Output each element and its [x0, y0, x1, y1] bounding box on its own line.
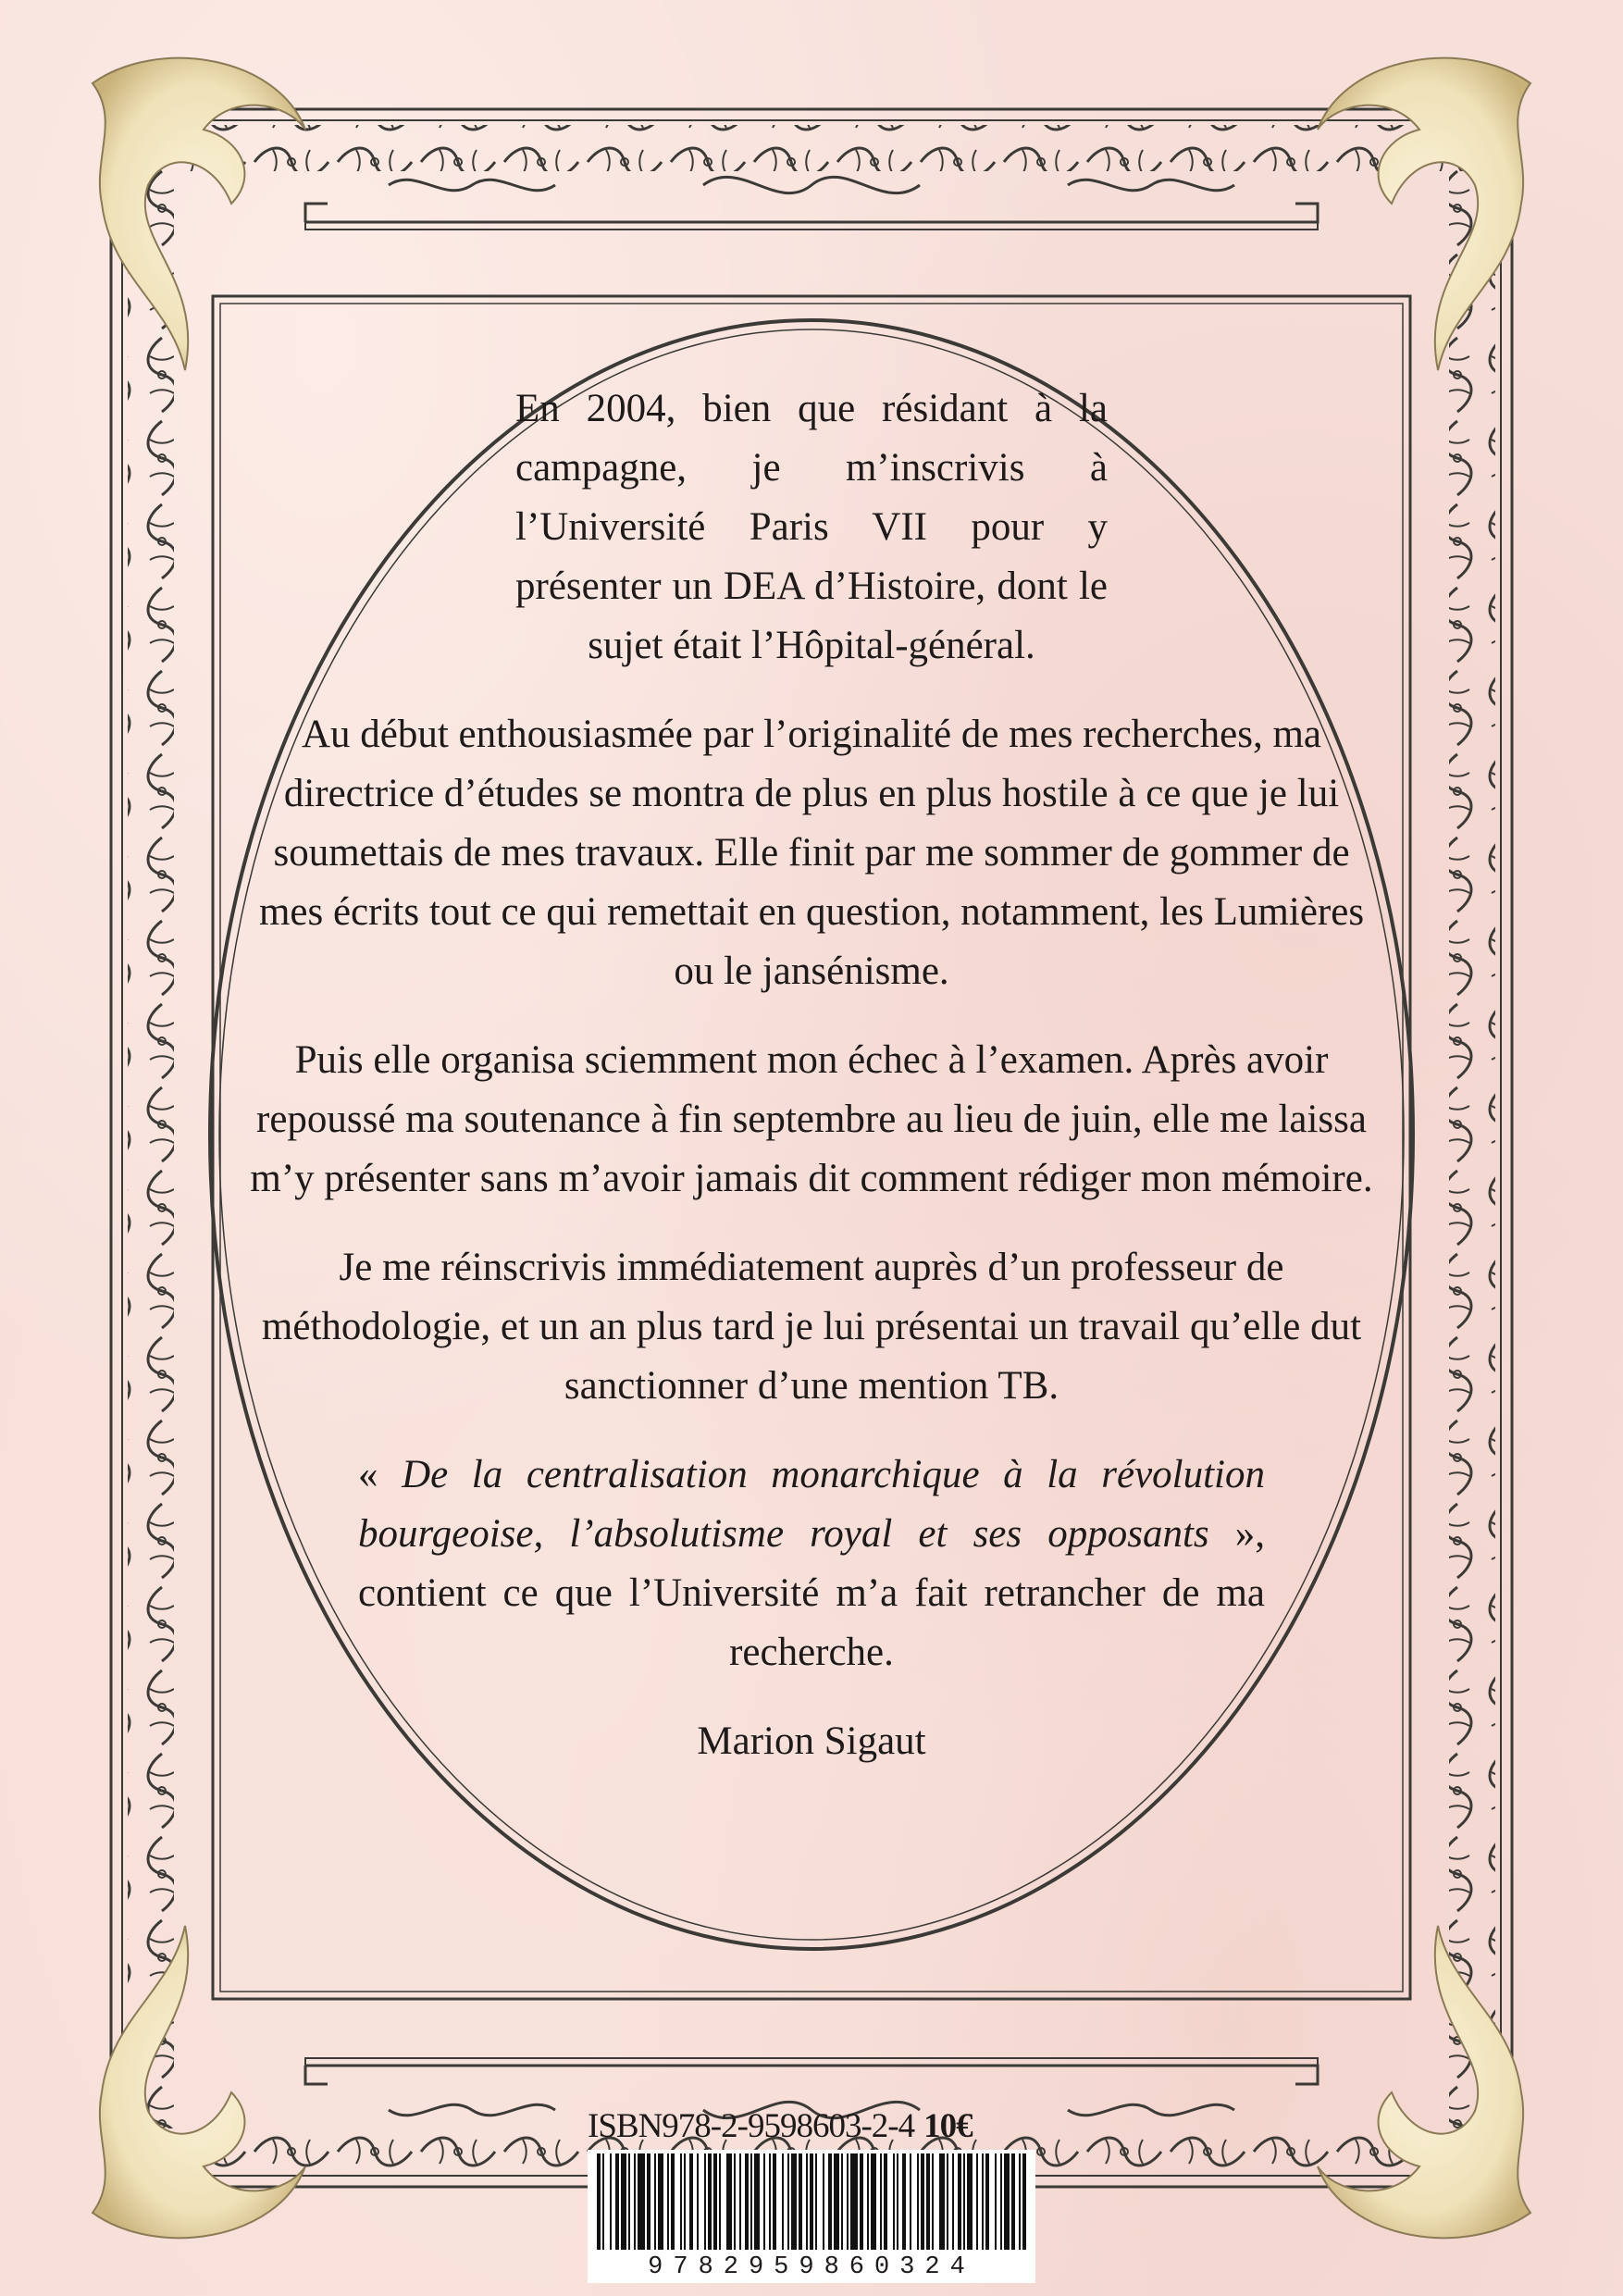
barcode-bar — [806, 2153, 808, 2250]
barcode-bar — [799, 2153, 802, 2250]
barcode-bar — [739, 2153, 741, 2250]
author-signature: Marion Sigaut — [697, 1719, 926, 1763]
barcode-bar — [638, 2153, 645, 2250]
barcode-bar — [787, 2153, 789, 2250]
barcode-bar — [982, 2153, 984, 2250]
barcode-bar — [828, 2153, 832, 2250]
isbn-number: ISBN978-2-9598603-2-4 — [588, 2107, 915, 2145]
barcode-bar — [734, 2153, 736, 2250]
barcode-bar — [884, 2153, 887, 2250]
barcode-bar — [697, 2153, 699, 2250]
barcode-digits: 9782959860324 — [588, 2252, 1035, 2283]
barcode-bar — [763, 2153, 765, 2250]
barcode-bar — [769, 2153, 771, 2250]
barcode-bar — [782, 2153, 784, 2250]
barcode-bar — [610, 2153, 612, 2250]
barcode-bar — [947, 2153, 948, 2250]
quote-rest: », contient ce que l’Université m’a fait retrancher de ma recherche. — [358, 1512, 1266, 1674]
barcode-bar — [754, 2153, 760, 2250]
barcode-bar — [926, 2153, 930, 2250]
quote-open: « — [358, 1453, 403, 1496]
barcode-bar — [745, 2153, 749, 2250]
price: 10€ — [923, 2107, 973, 2145]
barcode-bar — [939, 2153, 945, 2250]
barcode-bar — [704, 2153, 706, 2250]
barcode-bar — [1019, 2153, 1021, 2250]
barcode-bar — [708, 2153, 712, 2250]
barcode-bar — [860, 2153, 863, 2250]
barcode-bar — [976, 2153, 978, 2250]
barcode-bar — [597, 2153, 601, 2250]
barcode-bar — [867, 2153, 869, 2250]
barcode-block — [588, 2105, 1035, 2283]
barcode-bar — [680, 2153, 682, 2250]
barcode-bar — [1011, 2153, 1015, 2250]
barcode-bar — [995, 2153, 997, 2250]
barcode-bar — [910, 2153, 911, 2250]
barcode-bar — [834, 2153, 839, 2250]
book-title: De la centralisation monarchique à la révolution bourgeoise, l’absolutisme royal et ses opposants — [358, 1453, 1265, 1556]
barcode-bar — [791, 2153, 797, 2250]
barcode-bar — [602, 2153, 604, 2250]
back-cover-text — [250, 379, 1373, 1801]
barcode-bar — [628, 2153, 630, 2250]
barcode-bar — [985, 2153, 989, 2250]
barcode-bar — [621, 2153, 626, 2250]
barcode-bar — [917, 2153, 919, 2250]
barcode-bar — [932, 2153, 934, 2250]
barcode-bar — [967, 2153, 973, 2250]
isbn-line — [588, 2105, 1035, 2148]
barcode-bar — [671, 2153, 675, 2250]
barcode-bar — [615, 2153, 619, 2250]
barcode-bar — [897, 2153, 898, 2250]
barcode-bar — [719, 2153, 721, 2250]
barcode-bar — [634, 2153, 636, 2250]
barcode-bar — [841, 2153, 843, 2250]
barcode-bar — [963, 2153, 965, 2250]
barcode-bar — [871, 2153, 876, 2250]
barcode-bar — [1000, 2153, 1002, 2250]
barcode-bars — [588, 2150, 1035, 2253]
barcode-bar — [847, 2153, 849, 2250]
barcode-bar — [921, 2153, 924, 2250]
barcode-bar — [689, 2153, 693, 2250]
barcode-bar — [684, 2153, 686, 2250]
barcode-bar — [726, 2153, 732, 2250]
barcode-bar — [850, 2153, 858, 2250]
barcode-bar — [958, 2153, 961, 2250]
book-quote — [358, 1446, 1265, 1682]
barcode-bar — [902, 2153, 906, 2250]
barcode-bar — [713, 2153, 717, 2250]
barcode-bar — [893, 2153, 895, 2250]
paragraph-exam: Puis elle organisa sciemment mon échec à l’examen. Après avoir repoussé ma soutenance à fin septembre au lieu de juin, elle me laissa m’y présenter sans m’avoir jamais dit comment rédiger mon mémoire. — [250, 1038, 1373, 1200]
barcode-bar — [1022, 2153, 1026, 2250]
barcode-bar — [810, 2153, 813, 2250]
barcode-bar — [667, 2153, 669, 2250]
barcode-bar — [750, 2153, 752, 2250]
barcode-bar — [658, 2153, 663, 2250]
barcode-bar — [654, 2153, 656, 2250]
paragraph-intro: En 2004, bien que résidant à la campagne, je m’inscrivis à l’Université Paris VII pour y présenter un DEA d’Histoire, dont le sujet était l’Hôpital-général. — [515, 387, 1108, 667]
barcode-bar — [880, 2153, 882, 2250]
paragraph-reinscription: Je me réinscrivis immédiatement auprès d’un professeur de méthodologie, et un an plus tard je lui présentai un travail qu’elle dut sanctionner d’une mention TB. — [261, 1246, 1362, 1408]
barcode-bar — [823, 2153, 824, 2250]
barcode-bar — [1004, 2153, 1010, 2250]
paragraph-director: Au début enthousiasmée par l’originalité de mes recherches, ma directrice d’études se montra de plus en plus hostile à ce que je lui soumettais de mes travaux. Elle finit par me sommer de gommer de mes écrits tout ce qui remettait en question, notamment, les Lumières ou le jansénisme. — [258, 713, 1365, 993]
barcode-bar — [773, 2153, 776, 2250]
barcode-bar — [952, 2153, 954, 2250]
barcode-bar — [815, 2153, 817, 2250]
barcode-bar — [647, 2153, 650, 2250]
